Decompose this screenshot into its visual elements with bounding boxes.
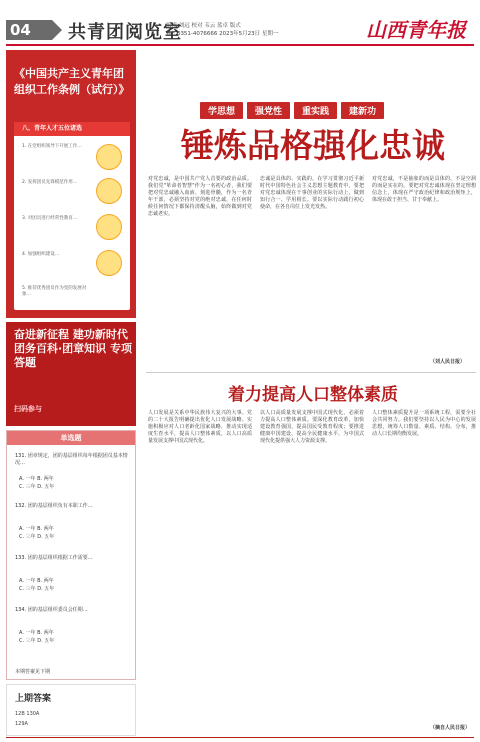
contact-line: Tel: 0351-4076666 2023年5月23日 星期一 <box>166 31 279 37</box>
quiz-option: C. 三年 D. 五年 <box>19 586 55 592</box>
card-head: 八、青年人才五位诸选 <box>14 122 130 136</box>
page-header <box>0 0 480 42</box>
theme-tag: 学思想 <box>200 102 243 119</box>
illustration-icon <box>96 214 122 240</box>
quiz-box <box>6 430 136 680</box>
theme-tag: 建新功 <box>341 102 384 119</box>
section-title: 共青团阅览室 <box>68 22 182 43</box>
footer-rule <box>6 737 474 738</box>
illustration-icon <box>96 250 122 276</box>
quiz-option: A. 一年 B. 两年 <box>19 476 54 482</box>
article1-column: 对党忠诚，不是抽象的而是具体的，不是空洞的而是实在的。要把对党忠诚体现在坚定理想信念上，体现在严守政治纪律和政治规矩上，体现在敢于担当、甘于奉献上。 <box>372 176 476 203</box>
article2-column: 人口发展是关系中华民族伟大复兴的大事。党的二十大报告明确提出优化人口发展战略。实施积极应对人口老龄化国家战略，推动实现适度生育水平，提高人口整体素质，以人口高质量发展支撑中国式现代化。 <box>148 410 252 444</box>
answer-head: 上期答案 <box>15 694 52 704</box>
left-sidebar <box>6 50 136 736</box>
page-number-arrow <box>52 20 62 40</box>
card-line: 4. 加强组织建设… <box>22 252 60 257</box>
newspaper-logo: 山西青年报 <box>366 18 466 42</box>
quiz-promo <box>6 322 136 426</box>
quiz-option: C. 三年 D. 五年 <box>19 484 55 490</box>
quiz-option: A. 一年 B. 两年 <box>19 526 54 532</box>
quiz-question: 132. 团的基层组织负有本职工作… <box>15 503 93 509</box>
quiz-question: 131. 团章规定，团的基层组织每年根据团员基本情况… <box>15 453 128 466</box>
article1-headline: 锤炼品格强化忠诚 <box>181 126 445 165</box>
quiz-option: A. 一年 B. 两年 <box>19 630 54 636</box>
card-line: 3. 对团员进行经常性教育… <box>22 216 78 221</box>
header-rule <box>6 44 474 46</box>
article1-column: 忠诚是具体的、实践的。在学习贯彻习近平新时代中国特色社会主义思想主题教育中，要把对党忠诚体现在干事创业的实际行动上，做到知行合一、学用相长。要以实际行动践行初心使命，在各自岗位上发光发热。 <box>260 176 364 210</box>
article2-byline: （摘自人民日报） <box>430 725 471 731</box>
article1-column: 对党忠诚，是中国共产党人首要的政治品质。我们党"革命者智慧"作为一名初心者，我们要把对党忠诚融入血液、刻进骨髓，作为一名青年干部，必须坚持对党的绝对忠诚，在任何时候任何情况下都保持清醒头脑，始终做到对党忠诚老实。 <box>148 176 252 217</box>
quiz-footer: 本期答案见下期 <box>15 669 51 675</box>
card-line: 2. 发挥团员先锋模范作用… <box>22 180 78 185</box>
illustration-icon <box>96 144 122 170</box>
quiz-question: 134. 团的基层组织委员会任期… <box>15 607 88 613</box>
quiz-promo-sub: 扫码参与 <box>14 405 42 413</box>
quiz-promo-title: 奋进新征程 建功新时代 团务百科·团章知识 专项答题 <box>14 328 133 369</box>
theme-tag: 重实践 <box>294 102 337 119</box>
quiz-option: C. 三年 D. 五年 <box>19 638 55 644</box>
article2-column: 以人口高质量发展支撑中国式现代化，必须着力提高人口整体素质。要深化教育改革，加快建设教育强国，提高国民受教育程度；要推进健康中国建设，提高全民健康水平，为中国式现代化提供强大人力资源支撑。 <box>260 410 364 444</box>
theme-tag: 强党性 <box>247 102 290 119</box>
card-line: 1. 在党组织领导下开展工作… <box>22 144 82 149</box>
theme-tags <box>200 102 384 119</box>
regulation-promo <box>6 50 136 318</box>
article-divider <box>146 372 476 373</box>
illustration-icon <box>96 178 122 204</box>
promo-card <box>14 122 130 310</box>
article1-byline: （刘人民日报） <box>430 359 466 365</box>
page-number-text: 04 <box>10 21 31 39</box>
article2-headline: 着力提高人口整体素质 <box>228 385 398 405</box>
quiz-question: 133. 团的基层组织根据工作需要… <box>15 555 93 561</box>
answer-line: 12B 130A <box>15 711 40 717</box>
editors-line: 编辑 刘远 校对 韦云 蓝卓 版式 <box>166 23 241 29</box>
page-number <box>6 20 52 40</box>
answer-line: 129A <box>15 721 28 727</box>
quiz-option: C. 三年 D. 五年 <box>19 534 55 540</box>
quiz-head: 单选题 <box>7 431 135 445</box>
answer-box <box>6 684 136 736</box>
article2-column: 人口整体素质提升是一项系统工程，需要全社会共同努力。我们要坚持以人民为中心的发展思想，统筹人口数量、素质、结构、分布，推动人口长期均衡发展。 <box>372 410 476 437</box>
header-info <box>166 22 278 38</box>
promo-title: 《中国共产主义青年团组织工作条例（试行）》 <box>14 67 130 96</box>
card-line: 5. 推荐优秀团员作为党的发展对象… <box>22 286 87 297</box>
quiz-option: A. 一年 B. 两年 <box>19 578 54 584</box>
